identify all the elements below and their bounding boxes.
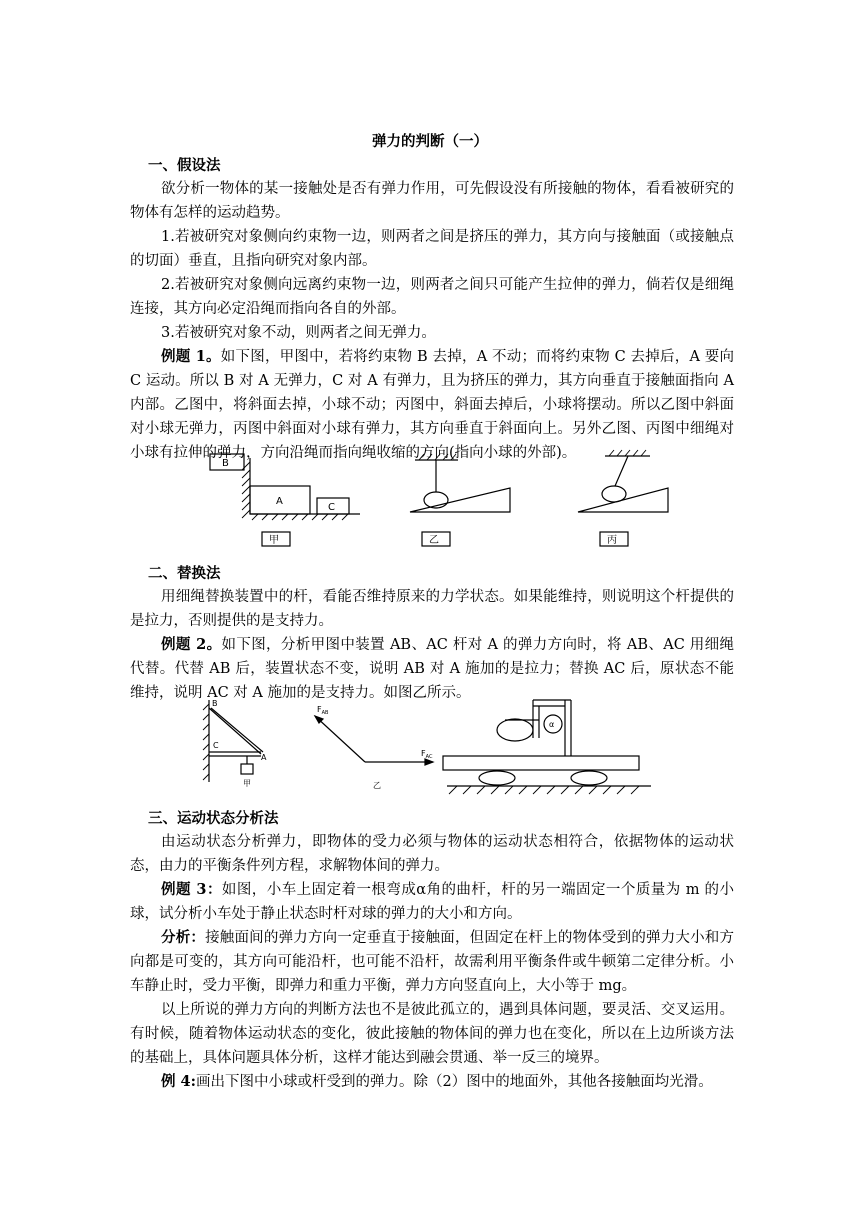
example-3-label: 例题 3： [161,881,222,898]
example-3-text: 如图，小车上固定着一根弯成α角的曲杆，杆的另一端固定一个质量为 m 的小球，试分析小车处于静止状态时杆对球的弹力的大小和方向。 [130,882,735,922]
caption-yi2: 乙 [373,781,381,790]
label-a2: A [261,753,267,762]
force-ab-arrow [315,716,365,762]
example-2-label: 例题 2。 [161,636,222,653]
example-4-label: 例 4: [161,1073,196,1090]
caption-yi: 乙 [429,535,439,546]
wheel-right [571,771,607,785]
analysis-label: 分析： [161,929,206,946]
section-2-heading: 二、替换法 [148,565,221,582]
incline-yi [410,488,510,512]
page-title: 弹力的判断（一） [372,133,488,150]
label-fac: $F_{AC}$ [421,749,433,760]
analysis-text: 接触面间的弹力方向一定垂直于接触面，但固定在杆上的物体受到的弹力大小和方向都是可变的，其方向可能沿杆，也可能不沿杆，故需利用平衡条件或牛顿第二定律分析。小车静止时，受力平衡，即弹力和重力平衡，弹力方向竖直向上，大小等于 mg。 [130,930,734,994]
analysis-paragraph [130,926,734,998]
figure-1 [200,448,680,552]
caption-jia: 甲 [269,535,279,546]
incline-bing [578,488,668,512]
section-3-heading: 三、运动状态分析法 [148,810,279,827]
label-b: B [222,458,229,469]
example-2-text: 如下图，分析甲图中装置 AB、AC 杆对 A 的弹力方向时，将 AB、AC 用细绳代替。代替 AB 后，装置状态不变，说明 AB 对 A 施加的是拉力；替换 AC 后，原状态不能维持，说明 AC 对 A 施加的是支持力。如图乙所示。 [130,637,735,701]
example-4-text: 画出下图中小球或杆受到的弹力。除（2）图中的地面外，其他各接触面均光滑。 [196,1074,713,1090]
label-fab: $F_{AB}$ [317,705,329,716]
example-4-paragraph [130,1070,734,1094]
label-alpha: α [549,720,555,729]
summary-paragraph: 以上所说的弹力方向的判断方法也不是彼此孤立的，遇到具体问题，要灵活、交叉运用。有时候，随着物体运动状态的变化，彼此接触的物体间的弹力也在变化，所以在上边所谈方法的基础上，具体问题具体分析，这样才能达到融会贯通、举一反三的境界。 [130,1002,734,1066]
section-1-item-2: 2.若被研究对象侧向远离约束物一边，则两者之间只可能产生拉伸的弹力，倘若仅是细绳连接，其方向必定沿绳而指向各自的外部。 [130,277,734,317]
example-1-label: 例题 1。 [161,348,221,365]
figure-2 [195,694,655,798]
cart-ball [497,719,533,741]
label-b2: B [212,699,218,708]
section-3-intro: 由运动状态分析弹力，即物体的受力必须与物体的运动状态相符合，依据物体的运动状态，由力的平衡条件列方程，求解物体间的弹力。 [130,834,734,874]
section-1-heading: 一、假设法 [148,157,221,174]
example-3-paragraph [130,878,734,926]
cart-body [443,756,639,770]
label-c: C [328,502,335,513]
section-1-item-1: 1.若被研究对象侧向约束物一边，则两者之间是挤压的弹力，其方向与接触面（或接触点的切面）垂直，且指向研究对象内部。 [130,229,734,269]
section-1-intro: 欲分析一物体的某一接触处是否有弹力作用，可先假设没有所接触的物体，看看被研究的物体有怎样的运动趋势。 [130,181,734,221]
section-2-intro: 用细绳替换装置中的杆，看能否维持原来的力学状态。如果能维持，则说明这个杆提供的是拉力，否则提供的是支持力。 [130,589,734,629]
label-a: A [276,496,283,507]
wheel-left [479,771,515,785]
example-1-text: 如下图，甲图中，若将约束物 B 去掉，A 不动；而将约束物 C 去掉后，A 要向 C 运动。所以 B 对 A 无弹力，C 对 A 有弹力，且为挤压的弹力，其方向垂直于接触面指向 A 内部。乙图中，将斜面去掉，小球不动；丙图中，斜面去掉后，小球将摆动。所以乙图中斜面对小球无弹力，丙图中斜面对小球有弹力，其方向垂直于斜面向上。另外乙图、丙图中细绳对小球有拉伸的弹力，方向沿绳而指向绳收缩的方向(指向小球的外部)。 [130,349,734,461]
section-1-item-3: 3.若被研究对象不动，则两者之间无弹力。 [161,325,436,341]
caption-jia2: 甲 [243,779,251,788]
label-c2: C [213,741,219,750]
weight-block [241,764,253,774]
caption-bing: 丙 [607,535,617,546]
example-1-paragraph [130,345,734,465]
